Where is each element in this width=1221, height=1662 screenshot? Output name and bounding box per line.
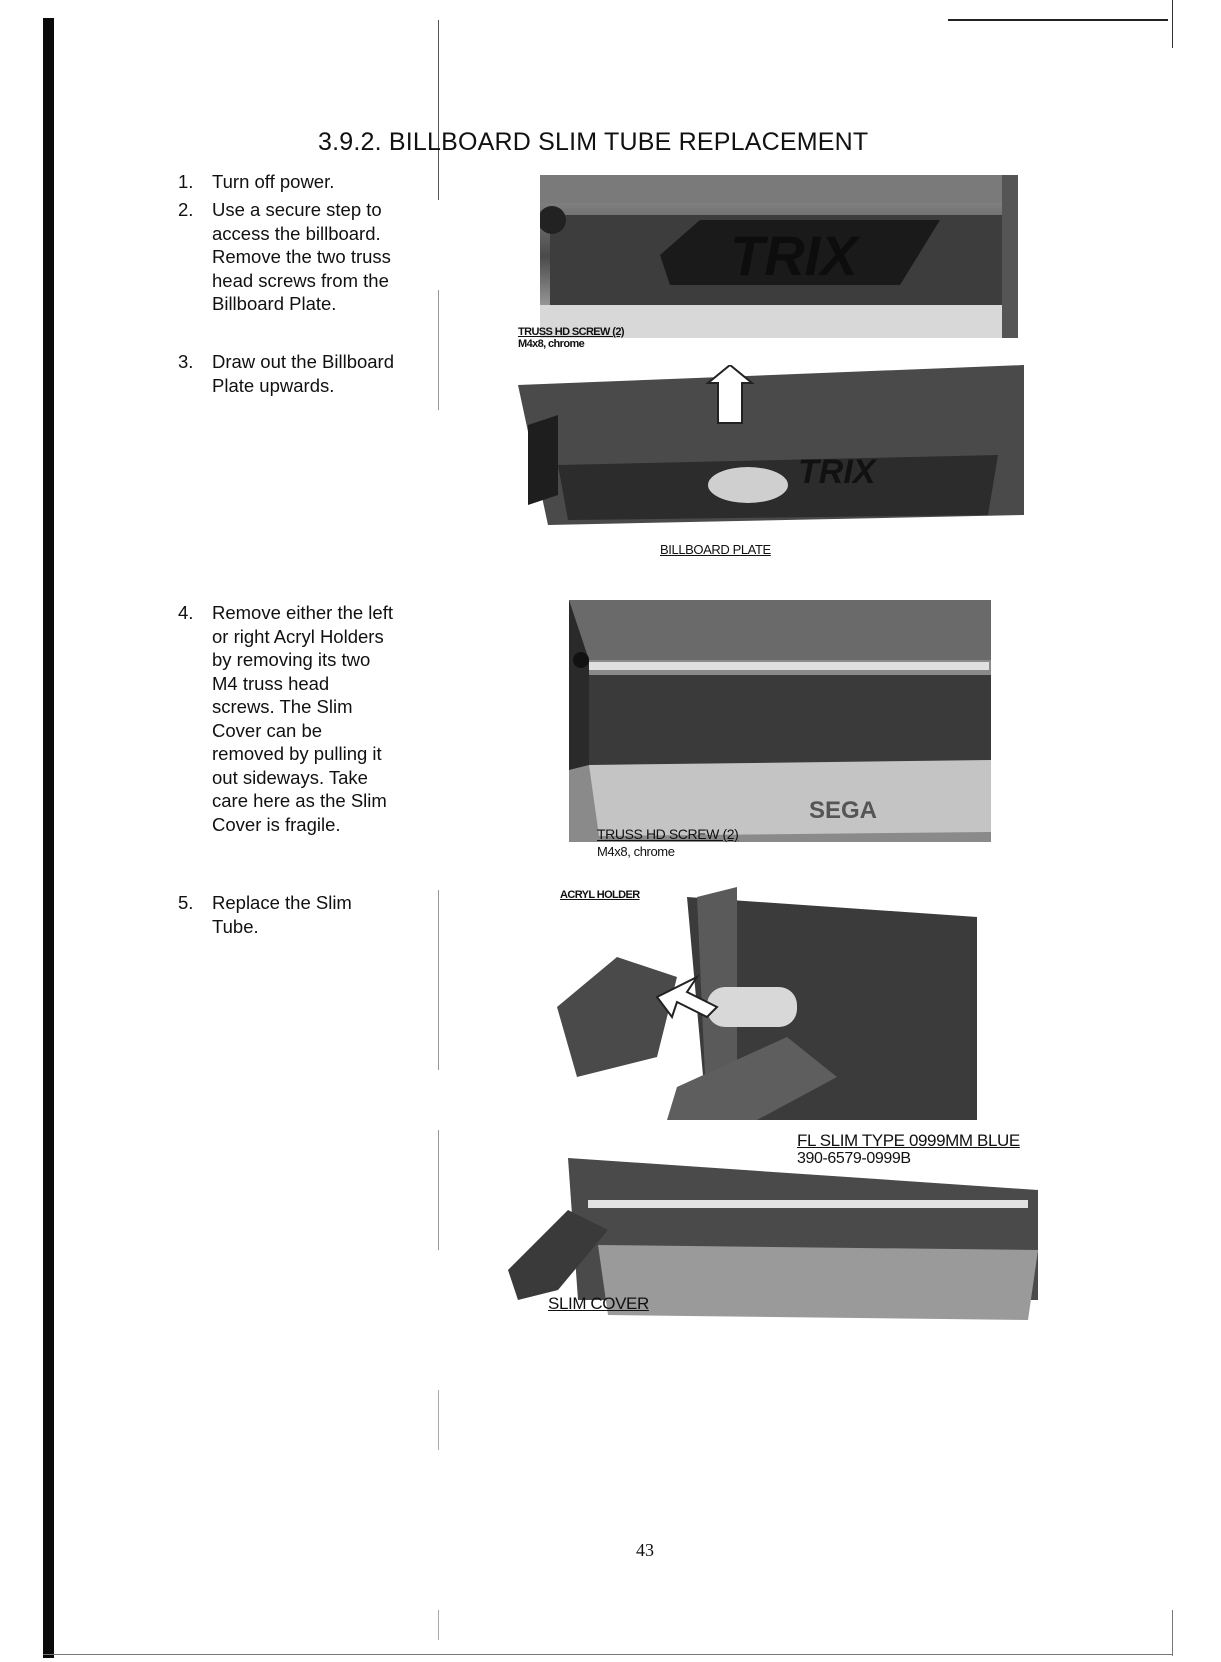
section-title: 3.9.2. BILLBOARD SLIM TUBE REPLACEMENT — [318, 128, 869, 156]
truss-screw-spec: M4x8, chrome — [518, 338, 585, 350]
svg-text:TRIX: TRIX — [730, 224, 858, 287]
truss-screw-callout-2 — [597, 826, 738, 842]
step-number: 5. — [178, 892, 194, 913]
page-number: 43 — [636, 1540, 654, 1560]
step-number: 4. — [178, 602, 194, 623]
step-number: 1. — [178, 171, 194, 192]
top-right-rule — [948, 19, 1168, 21]
fold-line — [438, 1610, 439, 1640]
acryl-screws-photo — [569, 600, 991, 842]
fold-line — [438, 290, 439, 410]
step-number: 2. — [178, 199, 194, 220]
sega-logo: SEGA — [809, 797, 878, 824]
fold-line — [438, 890, 439, 1070]
step-item — [178, 601, 408, 836]
step-text: Draw out the Billboard Plate upwards. — [212, 351, 395, 396]
svg-text:TRIX: TRIX — [798, 453, 876, 491]
step-item — [178, 170, 408, 194]
step-item — [178, 891, 408, 938]
slim-tube-callout: FL SLIM TYPE 0999MM BLUE — [797, 1131, 1020, 1150]
step-text: Use a secure step to access the billboard. Remove the two truss head screws from the Billboard Plate. — [212, 199, 391, 314]
top-right-tick — [1172, 0, 1173, 48]
truss-screw-label: TRUSS HD SCREW (2) — [597, 826, 739, 842]
fold-line — [438, 1130, 439, 1250]
slim-tube-partno: 390-6579-0999B — [797, 1150, 911, 1167]
fold-line — [438, 1390, 439, 1450]
billboard-photo — [540, 175, 1018, 338]
slim-cover-callout: SLIM COVER — [548, 1294, 649, 1313]
step-number: 3. — [178, 351, 194, 372]
truss-screw-spec-2: M4x8, chrome — [597, 844, 675, 859]
billboard-plate-photo — [518, 365, 1024, 542]
acryl-holder-callout: ACRYL HOLDER — [560, 889, 640, 901]
step-item — [178, 198, 408, 316]
step-text: Replace the Slim Tube. — [212, 892, 352, 937]
bottom-rule — [43, 1654, 1173, 1655]
step-text: Remove either the left or right Acryl Holders by removing its two M4 truss head screws. The Slim Cover can be removed by pulling it out sideways. Take care here as the Slim Cover is fragile. — [212, 602, 393, 835]
acryl-holder-photo — [557, 887, 977, 1120]
truss-screw-callout: TRUSS HD SCREW (2) — [518, 326, 624, 338]
step-item — [178, 350, 408, 397]
fold-line — [438, 20, 439, 200]
step-text: Turn off power. — [212, 171, 335, 192]
bottom-right-tick — [1172, 1610, 1173, 1656]
billboard-plate-callout: BILLBOARD PLATE — [660, 542, 771, 557]
left-binding-bar — [43, 18, 54, 1658]
